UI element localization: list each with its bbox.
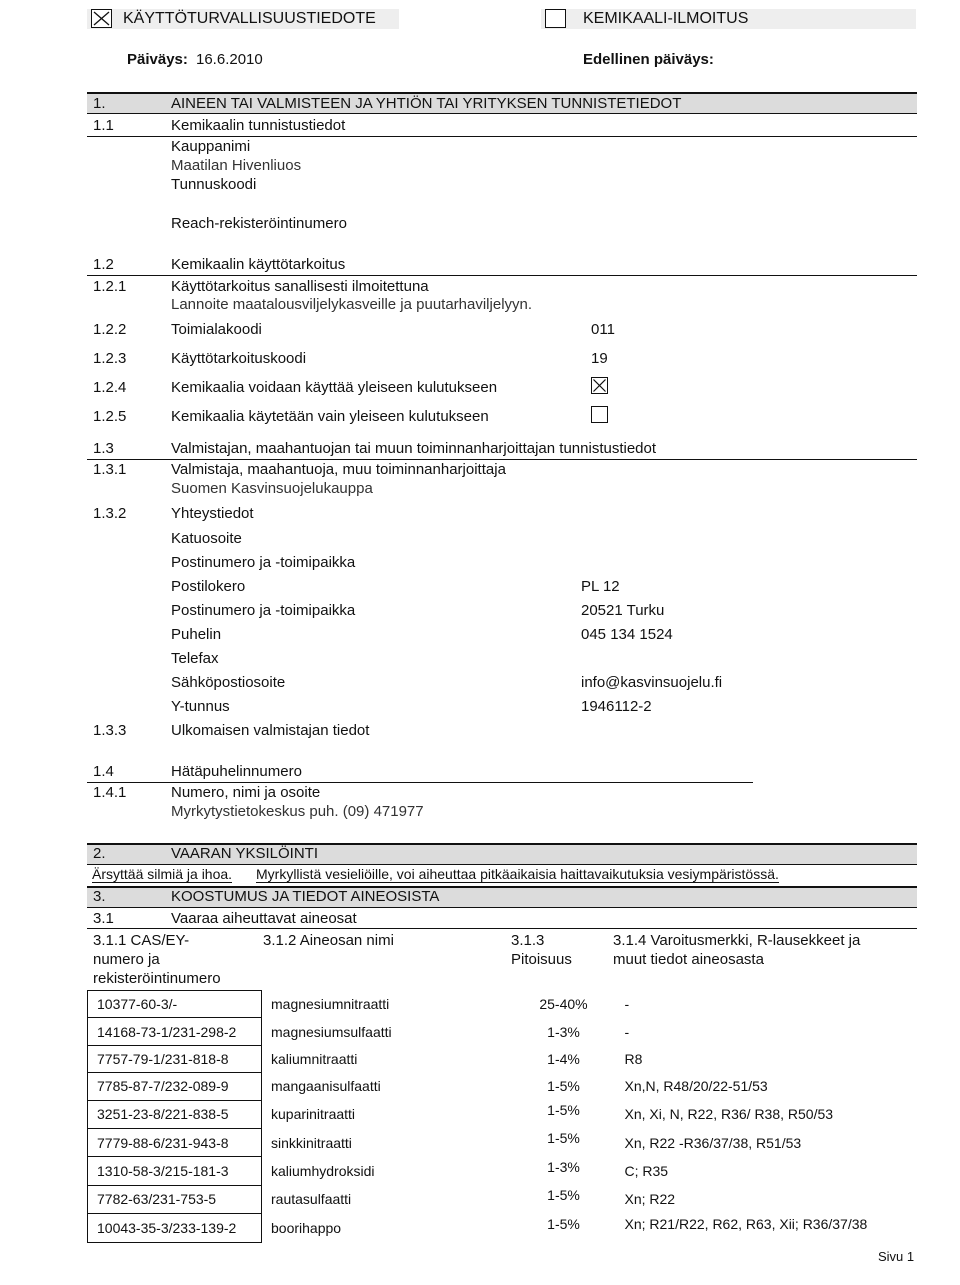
section-1-1-title: Kemikaalin tunnistustiedot [171,117,346,134]
name-cell: kuparinitraatti [271,1106,356,1123]
name-cell: sinkkinitraatti [271,1134,352,1151]
table-row [88,1157,918,1185]
section-1-2-3-title: Käyttötarkoituskoodi [171,350,307,367]
divider [87,459,917,460]
postal1-label: Postinumero ja -toimipaikka [171,554,356,571]
chem-checkbox[interactable] [545,9,566,28]
section-1-2-2-value: 011 [591,321,615,338]
conc-cell: 1-5% [547,1102,580,1119]
date-label: Päiväys: [127,51,188,68]
section-1-2-5-number: 1.2.5 [93,408,127,425]
cas-cell: 10043-35-3/233-139-2 [88,1214,262,1242]
cas-cell: 7782-63/231-753-5 [88,1185,262,1213]
checked-x-icon [592,378,607,393]
col1-header-line1: 3.1.1 CAS/EY- [93,932,190,949]
cas-cell: 3251-23-8/221-838-5 [88,1100,262,1128]
info-cell: C; R35 [624,1163,669,1180]
name-cell: boorihappo [271,1219,342,1236]
divider [87,928,917,929]
section-1-2-1-value: Lannoite maatalousviljelykasveille ja puutarhaviljelyyn. [171,296,533,313]
conc-cell: 1-5% [547,1078,580,1095]
table-row [88,1100,918,1128]
section-3-title: KOOSTUMUS JA TIEDOT AINEOSISTA [171,888,440,905]
info-cell: Xn,N, R48/20/22-51/53 [624,1078,768,1095]
divider [87,782,753,783]
conc-cell: 1-4% [547,1050,580,1067]
section-1-4-1-value: Myrkytystietokeskus puh. (09) 471977 [171,803,424,820]
cas-cell: 7779-88-6/231-943-8 [88,1128,262,1156]
section-1-4-1-number: 1.4.1 [93,784,127,801]
chem-label: KEMIKAALI-ILMOITUS [583,10,749,27]
street-label: Katuosoite [171,530,242,547]
general-use-checkbox[interactable] [591,377,608,394]
section-1-title: AINEEN TAI VALMISTEEN JA YHTIÖN TAI YRITYKSEN TUNNISTETIEDOT [171,95,682,112]
checked-x-icon [92,10,111,27]
trade-name-value: Maatilan Hivenliuos [171,157,302,174]
conc-cell: 1-5% [547,1215,580,1232]
section-1-3-3-number: 1.3.3 [93,722,127,739]
name-cell: magnesiumnitraatti [271,996,390,1013]
conc-cell: 1-5% [547,1130,580,1147]
col3-header-line2: Pitoisuus [511,951,572,968]
section-1-3-number: 1.3 [93,440,114,457]
divider [87,136,917,137]
divider [87,275,917,276]
info-cell: - [624,996,630,1013]
ytunnus-value: 1946112-2 [581,698,652,715]
conc-cell: 1-3% [547,1158,580,1175]
section-1-4-1-title: Numero, nimi ja osoite [171,784,321,801]
section-1-1-number: 1.1 [93,117,114,134]
cas-cell: 7785-87-7/232-089-9 [88,1073,262,1100]
section-2-title: VAARAN YKSILÖINTI [171,845,318,862]
composition-table [87,990,918,1243]
section-2-number: 2. [93,845,106,862]
cas-cell: 10377-60-3/- [88,991,262,1018]
table-row [88,1045,918,1072]
trade-name-label: Kauppanimi [171,138,251,155]
section-1-number: 1. [93,95,106,112]
section-3-number: 3. [93,888,106,905]
table-row [88,1073,918,1100]
section-1-2-title: Kemikaalin käyttötarkoitus [171,256,346,273]
reach-label: Reach-rekisteröintinumero [171,215,347,232]
postal2-label: Postinumero ja -toimipaikka [171,602,356,619]
fax-label: Telefax [171,650,219,667]
section-1-3-1-number: 1.3.1 [93,461,127,478]
prev-date-label: Edellinen päiväys: [583,51,714,68]
section-1-3-1-value: Suomen Kasvinsuojelukauppa [171,480,373,497]
conc-cell: 1-5% [547,1187,580,1204]
table-row [88,1128,918,1156]
info-cell: - [624,1023,630,1040]
cas-cell: 1310-58-3/215-181-3 [88,1157,262,1185]
col1-header-line3: rekisteröintinumero [93,970,221,987]
name-cell: magnesiumsulfaatti [271,1023,392,1040]
col3-header-line1: 3.1.3 [511,932,545,949]
conc-cell: 25-40% [539,996,588,1013]
info-cell: R8 [624,1050,643,1067]
cas-cell: 7757-79-1/231-818-8 [88,1045,262,1072]
section-1-4-title: Hätäpuhelinnumero [171,763,302,780]
only-general-use-checkbox[interactable] [591,406,608,423]
info-cell: Xn, R22 -R36/37/38, R51/53 [624,1134,802,1151]
phone-value: 045 134 1524 [581,626,673,643]
email-label: Sähköpostiosoite [171,674,286,691]
col1-header-line2: numero ja [93,951,160,968]
table-row [88,1214,918,1242]
name-cell: mangaanisulfaatti [271,1078,381,1095]
table-row [88,1185,918,1213]
col2-header: 3.1.2 Aineosan nimi [263,932,394,949]
table-row [88,991,918,1018]
section-1-3-3-title: Ulkomaisen valmistajan tiedot [171,722,370,739]
hazard-text-a: Ärsyttää silmiä ja ihoa. [92,866,233,882]
section-1-3-2-title: Yhteystiedot [171,505,254,522]
pobox-value: PL 12 [581,578,620,595]
section-1-3-2-number: 1.3.2 [93,505,127,522]
info-cell: Xn; R21/R22, R62, R63, Xii; R36/37/38 [624,1215,868,1232]
info-cell: Xn; R22 [624,1191,676,1208]
section-1-3-title: Valmistajan, maahantuojan tai muun toiminnanharjoittajan tunnistustiedot [171,440,657,457]
hazard-text-b: Myrkyllistä vesieliöille, voi aiheuttaa pitkäaikaisia haittavaikutuksia vesiympäristössä. [256,866,779,882]
col4-header-line2: muut tiedot aineosasta [613,951,764,968]
postal2-value: 20521 Turku [581,602,665,619]
section-1-2-1-title: Käyttötarkoitus sanallisesti ilmoitettuna [171,278,429,295]
name-cell: kaliumnitraatti [271,1050,358,1067]
section-1-4-number: 1.4 [93,763,114,780]
section-1-2-3-value: 19 [591,350,608,367]
phone-label: Puhelin [171,626,222,643]
conc-cell: 1-3% [547,1023,580,1040]
name-cell: rautasulfaatti [271,1191,352,1208]
section-3-1-number: 3.1 [93,910,114,927]
sds-label: KÄYTTÖTURVALLISUUSTIEDOTE [123,10,376,27]
section-1-2-4-title: Kemikaalia voidaan käyttää yleiseen kulutukseen [171,379,498,396]
email-value: info@kasvinsuojelu.fi [581,674,723,691]
section-1-2-1-number: 1.2.1 [93,278,127,295]
ytunnus-label: Y-tunnus [171,698,230,715]
sds-checkbox[interactable] [91,9,112,28]
section-1-2-3-number: 1.2.3 [93,350,127,367]
name-cell: kaliumhydroksidi [271,1163,375,1180]
section-1-2-number: 1.2 [93,256,114,273]
page-number: Sivu 1 [878,1249,915,1264]
date-value: 16.6.2010 [196,51,263,68]
info-cell: Xn, Xi, N, R22, R36/ R38, R50/53 [624,1106,834,1123]
table-row [88,1018,918,1045]
section-1-3-1-title: Valmistaja, maahantuoja, muu toiminnanharjoittaja [171,461,506,478]
pobox-label: Postilokero [171,578,246,595]
section-3-1-title: Vaaraa aiheuttavat aineosat [171,910,357,927]
col4-header-line1: 3.1.4 Varoitusmerkki, R-lausekkeet ja [613,932,861,949]
section-1-2-5-title: Kemikaalia käytetään vain yleiseen kulutukseen [171,408,489,425]
id-code-label: Tunnuskoodi [171,176,257,193]
cas-cell: 14168-73-1/231-298-2 [88,1018,262,1045]
section-1-2-2-title: Toimialakoodi [171,321,262,338]
section-1-2-4-number: 1.2.4 [93,379,127,396]
section-1-2-2-number: 1.2.2 [93,321,127,338]
